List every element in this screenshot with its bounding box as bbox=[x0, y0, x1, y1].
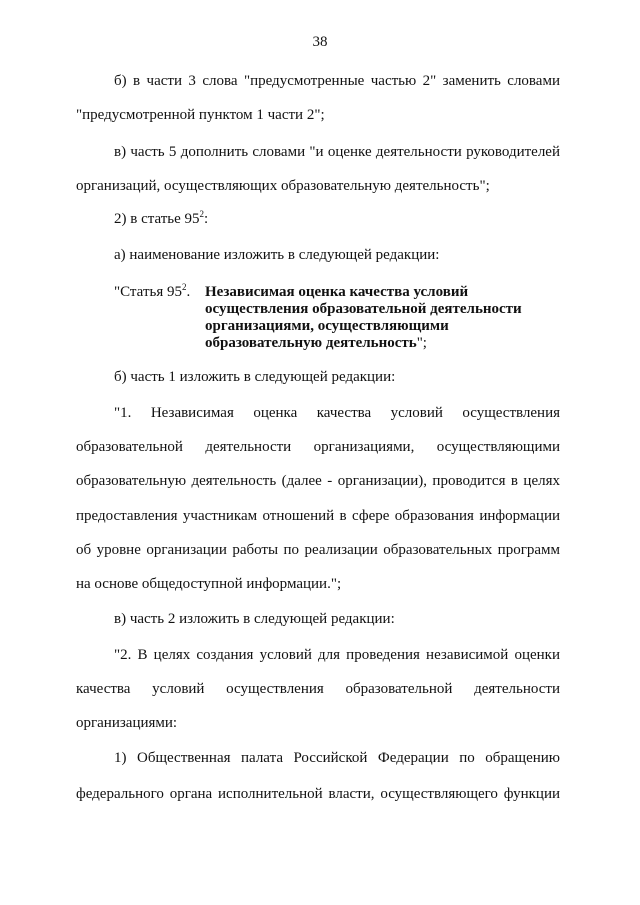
text-fragment: 2) в статье 95 bbox=[114, 211, 200, 227]
text-fragment: образовательную деятельность bbox=[205, 335, 417, 351]
paragraph-line: организаций, осуществляющих образовательную деятельность"; bbox=[76, 178, 490, 194]
paragraph-line: "1. Независимая оценка качества условий осуществления bbox=[114, 405, 560, 421]
text-fragment: . bbox=[186, 284, 191, 300]
article-heading-line: Независимая оценка качества условий bbox=[205, 284, 469, 300]
paragraph-line: организациями: bbox=[76, 715, 178, 731]
article-heading-line bbox=[205, 333, 427, 353]
paragraph-line: об уровне организации работы по реализации образовательных программ bbox=[76, 542, 560, 558]
superscript: 2 bbox=[181, 282, 187, 292]
paragraph-line: образовательной деятельности организациями, осуществляющими bbox=[76, 439, 560, 455]
paragraph-line: в) часть 5 дополнить словами "и оценке деятельности руководителей bbox=[114, 144, 560, 160]
page-number: 38 bbox=[312, 34, 328, 50]
superscript: 2 bbox=[199, 209, 205, 219]
article-heading-line: осуществления образовательной деятельности bbox=[205, 301, 522, 317]
article-heading-line: организациями, осуществляющими bbox=[205, 318, 449, 334]
paragraph-line: на основе общедоступной информации."; bbox=[76, 576, 342, 592]
paragraph-line: б) часть 1 изложить в следующей редакции: bbox=[114, 369, 396, 385]
paragraph-line: 1) Общественная палата Российской Федерации по обращению bbox=[114, 750, 560, 766]
paragraph-line: качества условий осуществления образовательной деятельности bbox=[76, 681, 560, 697]
text-fragment: "Статья 95 bbox=[114, 284, 182, 300]
text-fragment: "; bbox=[416, 335, 427, 351]
paragraph-line: в) часть 2 изложить в следующей редакции: bbox=[114, 611, 395, 627]
paragraph-line: предоставления участникам отношений в сфере образования информации bbox=[76, 508, 560, 524]
paragraph-line: "предусмотренной пунктом 1 части 2"; bbox=[76, 107, 325, 123]
paragraph-line: "2. В целях создания условий для проведения независимой оценки bbox=[114, 647, 560, 663]
paragraph-line: а) наименование изложить в следующей редакции: bbox=[114, 247, 440, 263]
paragraph-line: образовательную деятельность (далее - организации), проводится в целях bbox=[76, 473, 560, 489]
paragraph-line bbox=[114, 209, 208, 229]
text-fragment: : bbox=[204, 211, 209, 227]
article-label bbox=[114, 282, 190, 302]
paragraph-line: федерального органа исполнительной власти, осуществляющего функции bbox=[76, 786, 560, 802]
paragraph-line: б) в части 3 слова "предусмотренные частью 2" заменить словами bbox=[114, 73, 560, 89]
